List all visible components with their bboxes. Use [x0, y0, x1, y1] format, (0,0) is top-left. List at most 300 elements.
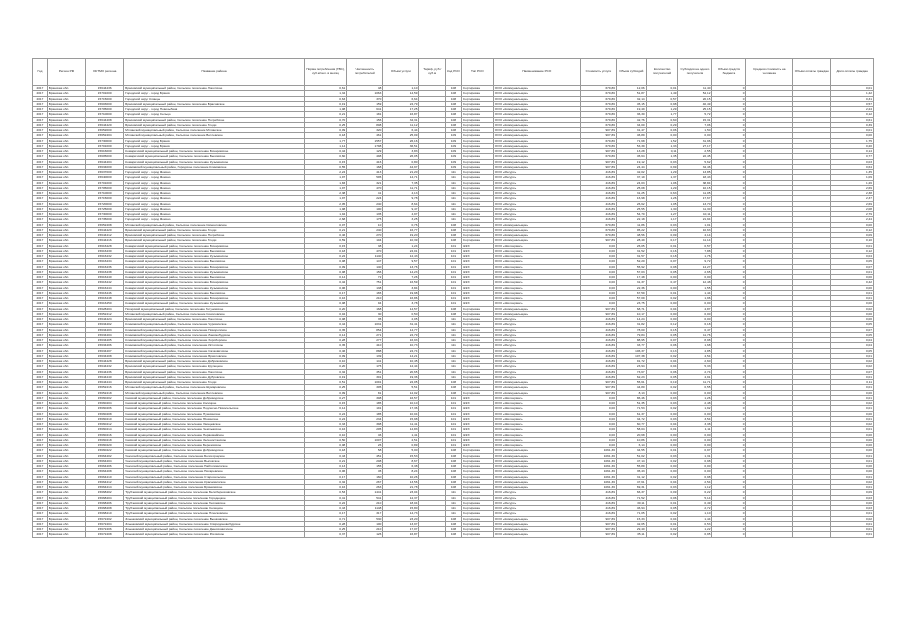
table-cell: 0,00	[646, 311, 678, 316]
table-cell: 54,70	[616, 212, 646, 217]
table-cell: 2017	[33, 306, 48, 311]
table-cell: 15660408	[86, 411, 124, 416]
table-cell: 91,72	[616, 359, 646, 364]
table-cell: 2017	[33, 233, 48, 238]
table-cell: Унечский муниципальный район, Сельское поселение Найтоповичское	[124, 464, 305, 469]
table-cell: 0,32	[304, 369, 346, 374]
table-cell: 0,08	[304, 443, 346, 448]
table-cell: 58	[347, 448, 383, 453]
table-cell: ЖКХ	[461, 275, 493, 280]
table-cell: 0,09	[831, 233, 874, 238]
table-cell: 13,76	[383, 264, 419, 269]
table-cell: 17,67	[678, 196, 712, 201]
table-cell: 15644432	[86, 364, 124, 369]
table-cell: 0	[712, 443, 746, 448]
table-cell: 1061,36	[580, 479, 616, 484]
table-cell: 0,00	[580, 248, 616, 253]
table-cell: 30,11	[616, 500, 646, 505]
table-cell: 0,00	[678, 469, 712, 474]
table-cell: 0,01	[646, 243, 678, 248]
table-cell: ЖКХ	[461, 432, 493, 437]
table-cell: 0,46	[304, 233, 346, 238]
table-cell: 0,53	[678, 521, 712, 526]
table-cell: 0,01	[646, 86, 678, 91]
table-cell: Брянская обл.	[47, 306, 85, 311]
table-cell: 679,86	[580, 101, 616, 106]
table-cell: 1,22	[678, 527, 712, 532]
table-cell: Брасовский муниципальный район, Сельское поселение Глоди	[124, 238, 305, 243]
table-cell: 0,00	[678, 443, 712, 448]
table-cell: 0	[712, 495, 746, 500]
table-cell: 111	[446, 217, 462, 222]
table-cell: Мглинский муниципальный район, Сельское поселение Мглинское	[124, 128, 305, 133]
table-cell: Сортировка	[461, 217, 493, 222]
table-cell: 907,89	[580, 527, 616, 532]
table-cell: 0,00	[678, 317, 712, 322]
table-cell: 0	[712, 159, 746, 164]
table-cell: 111	[446, 495, 462, 500]
table-cell: 0,70	[304, 117, 346, 122]
table-cell: 42,05	[616, 521, 646, 526]
table-cell: ЖКХ	[461, 443, 493, 448]
table-cell: Сортировка	[461, 164, 493, 169]
table-cell: 35	[347, 317, 383, 322]
table-cell: 109	[446, 133, 462, 138]
table-cell: 0,08	[304, 317, 346, 322]
table-cell: 2017	[33, 117, 48, 122]
table-cell: 10,11	[678, 212, 712, 217]
table-cell: 101	[446, 301, 462, 306]
table-cell: 1798	[347, 143, 383, 148]
table-cell: 416,89	[580, 353, 616, 358]
table-cell: 0,01	[646, 500, 678, 505]
table-cell: 1061,36	[580, 453, 616, 458]
table-cell: 9,78	[383, 196, 419, 201]
table-cell: 1,10	[678, 511, 712, 516]
table-cell: 15652408	[86, 222, 124, 227]
table-cell: 308	[347, 395, 383, 400]
table-cell: 0,02	[831, 401, 874, 406]
table-cell: 0,03	[646, 395, 678, 400]
table-cell: 15701000	[86, 91, 124, 96]
table-cell: 8,13	[616, 390, 646, 395]
table-cell: ООО «Жилсервис»	[493, 416, 580, 421]
table-cell: 0,11	[831, 380, 874, 385]
table-cell: Брянская обл.	[47, 532, 85, 537]
table-cell: ООО «Коммунальщик»	[493, 159, 580, 164]
table-cell: ЖКХ	[461, 401, 493, 406]
table-cell: 2017	[33, 317, 48, 322]
table-cell: 126	[347, 532, 383, 537]
table-cell: 0,18	[304, 248, 346, 253]
table-cell: 451	[347, 453, 383, 458]
table-cell: Сортировка	[461, 516, 493, 521]
table-cell: ООО «Коммунальщик»	[493, 164, 580, 169]
table-cell: 2017	[33, 180, 48, 185]
table-cell: 0	[712, 322, 746, 327]
table-cell: 45,64	[616, 154, 646, 159]
table-cell: 21,94	[678, 217, 712, 222]
table-cell: ООО «Коммунальщик»	[493, 107, 580, 112]
table-cell: 0,00	[580, 422, 616, 427]
table-cell	[793, 532, 831, 537]
table-cell: 5,51	[383, 385, 419, 390]
table-cell: Комаричский муниципальный район, Сельское поселение Бочаровское	[124, 296, 305, 301]
table-cell: 111	[446, 506, 462, 511]
table-cell: 36,51	[383, 143, 419, 148]
table-cell: 111	[446, 332, 462, 337]
table-cell: 78,00	[616, 327, 646, 332]
table-cell: 101	[446, 254, 462, 259]
table-cell: 111	[446, 327, 462, 332]
table-cell: 0,00	[580, 280, 616, 285]
table-cell: Севский муниципальный район, Сельское поселение Доброводское	[124, 395, 305, 400]
table-cell: 2017	[33, 296, 48, 301]
table-cell: 0,08	[304, 259, 346, 264]
table-cell: 2017	[33, 311, 48, 316]
table-cell: 416,89	[580, 327, 616, 332]
table-cell: 0,02	[646, 474, 678, 479]
table-cell: 0	[712, 374, 746, 379]
table-cell: Брянская обл.	[47, 343, 85, 348]
table-cell: 679,86	[580, 96, 616, 101]
table-cell: 108	[446, 485, 462, 490]
table-cell: 1,77	[646, 112, 678, 117]
table-cell: Брянская обл.	[47, 506, 85, 511]
table-cell: 808	[347, 122, 383, 127]
table-cell: 129	[347, 149, 383, 154]
table-cell: Брянская обл.	[47, 212, 85, 217]
table-cell: 0,07	[646, 259, 678, 264]
table-cell: Мглинский муниципальный район, Сельское поселение Симонтовское	[124, 222, 305, 227]
table-cell: Брянская обл.	[47, 143, 85, 148]
table-cell: Брянская обл.	[47, 269, 85, 274]
table-cell: Севский муниципальный район, Сельское поселение Юшинское	[124, 416, 305, 421]
table-cell: 0,98	[678, 474, 712, 479]
table-cell: ООО «Коммунальщик»	[493, 154, 580, 159]
table-cell: 0	[712, 390, 746, 395]
table-cell: 0,03	[646, 222, 678, 227]
table-cell: 0,00	[580, 443, 616, 448]
table-cell: 16,59	[383, 280, 419, 285]
table-cell: Брасовский муниципальный район, Сельское поселение Погребское	[124, 117, 305, 122]
table-cell: 210	[347, 500, 383, 505]
table-cell: 0,01	[831, 453, 874, 458]
table-cell: 1,35	[646, 154, 678, 159]
table-cell: 15644420	[86, 122, 124, 127]
table-cell: 1,29	[646, 185, 678, 190]
table-cell: 2017	[33, 364, 48, 369]
table-cell: 2,79	[831, 212, 874, 217]
table-cell: 15652000	[86, 128, 124, 133]
table-cell: 15634405	[86, 338, 124, 343]
table-cell: ООО «Коммунальщик»	[493, 138, 580, 143]
table-cell: 0,00	[646, 437, 678, 442]
table-cell: 888	[347, 348, 383, 353]
table-cell: 0,19	[304, 101, 346, 106]
table-cell: 0,20	[831, 143, 874, 148]
table-cell: 2017	[33, 437, 48, 442]
table-cell: Трубчевский муниципальный район, Сельское поселение Гнилевское	[124, 500, 305, 505]
table-cell: Брянская обл.	[47, 479, 85, 484]
table-cell: 0,35	[304, 343, 346, 348]
table-cell: 15605000	[86, 154, 124, 159]
table-cell: 0,29	[646, 122, 678, 127]
table-cell: 3,54	[678, 416, 712, 421]
table-cell: 34,00	[616, 122, 646, 127]
table-cell: 0,02	[646, 511, 678, 516]
table-cell: 907,89	[580, 128, 616, 133]
table-cell: Сортировка	[461, 521, 493, 526]
table-cell: 0,00	[831, 275, 874, 280]
table-cell: 0,00	[831, 411, 874, 416]
table-cell: 67,59	[616, 290, 646, 295]
table-cell: 0,02	[831, 479, 874, 484]
table-cell: 2,48	[678, 401, 712, 406]
table-cell: 0,00	[831, 317, 874, 322]
table-cell: 530	[347, 516, 383, 521]
table-cell: 0,17	[304, 290, 346, 295]
table-cell: Брянская обл.	[47, 280, 85, 285]
table-cell: 2,44	[831, 217, 874, 222]
table-cell: Комаричский муниципальный район, Сельское поселение Бочаровское	[124, 264, 305, 269]
table-cell: ЖКХ	[461, 422, 493, 427]
table-cell: 15,80	[383, 506, 419, 511]
table-cell: 2017	[33, 385, 48, 390]
table-cell: 185	[347, 411, 383, 416]
table-cell: 461	[347, 133, 383, 138]
table-cell: 16,87	[383, 112, 419, 117]
table-cell: 907,89	[580, 306, 616, 311]
table-cell: Сортировка	[461, 180, 493, 185]
table-cell: 141	[347, 359, 383, 364]
table-cell: ООО «Коммунальщик»	[493, 143, 580, 148]
table-cell: Брянская обл.	[47, 180, 85, 185]
table-cell: 24,79	[383, 101, 419, 106]
table-cell: 108	[446, 532, 462, 537]
table-cell: 2017	[33, 254, 48, 259]
table-cell: ООО «Жилсервис»	[493, 437, 580, 442]
table-cell: 34,31	[383, 117, 419, 122]
table-cell: 34,46	[678, 164, 712, 169]
table-cell: ООО «Жилсервис»	[493, 285, 580, 290]
table-cell: ООО «Ресурс»	[493, 175, 580, 180]
table-cell: 0,00	[580, 296, 616, 301]
table-cell: Сортировка	[461, 511, 493, 516]
table-cell: Сортировка	[461, 317, 493, 322]
table-cell: 0,20	[304, 364, 346, 369]
table-cell: 1,49	[646, 91, 678, 96]
table-cell: 0,01	[831, 395, 874, 400]
table-cell: 0	[712, 212, 746, 217]
table-cell: 0,15	[646, 327, 678, 332]
table-cell: 71,05	[616, 511, 646, 516]
table-cell: 0,12	[646, 322, 678, 327]
table-cell: 1,05	[646, 201, 678, 206]
table-cell: 0,05	[646, 374, 678, 379]
table-cell: 1,06	[646, 180, 678, 185]
table-cell: 44,80	[616, 385, 646, 390]
table-cell: 320	[347, 128, 383, 133]
table-cell: 0	[712, 107, 746, 112]
table-cell: 7,06	[678, 122, 712, 127]
table-cell: Комаричский муниципальный район, Сельское поселение Бочаровское	[124, 280, 305, 285]
table-cell: Сортировка	[461, 227, 493, 232]
table-cell: 108	[446, 238, 462, 243]
table-cell: ООО «Жилсервис»	[493, 432, 580, 437]
table-cell: 16,57	[383, 395, 419, 400]
table-cell: 2017	[33, 264, 48, 269]
table-cell: 108	[446, 112, 462, 117]
table-cell: 0,05	[831, 322, 874, 327]
column-header: Стоимость услуги	[580, 59, 616, 86]
table-cell: 0,24	[304, 411, 346, 416]
table-cell: Комаричский муниципальный район, Сельское поселение Кузьминское	[124, 254, 305, 259]
table-cell: 101	[446, 243, 462, 248]
table-cell: 7,35	[383, 180, 419, 185]
table-cell: 51,35	[616, 401, 646, 406]
table-cell: 2017	[33, 479, 48, 484]
table-cell: ООО «Коммунальщик»	[493, 527, 580, 532]
table-cell: 3,38	[678, 422, 712, 427]
table-cell: 0,46	[304, 348, 346, 353]
table-cell: 36,30	[616, 112, 646, 117]
table-cell: 11,12	[383, 122, 419, 127]
table-cell: 907,89	[580, 390, 616, 395]
table-cell: 109	[446, 143, 462, 148]
table-cell: 0,01	[831, 128, 874, 133]
table-cell: 0,59	[304, 238, 346, 243]
table-cell: 100	[347, 206, 383, 211]
table-cell: 1061,36	[580, 485, 616, 490]
table-cell: 37,19	[616, 175, 646, 180]
table-cell: 0,01	[646, 290, 678, 295]
table-cell: 71,52	[616, 495, 646, 500]
table-cell: Брасовский муниципальный район, Сельское поселение Добриковское	[124, 359, 305, 364]
table-cell: 15616444	[86, 285, 124, 290]
table-cell: 0,35	[304, 327, 346, 332]
table-cell: Сортировка	[461, 101, 493, 106]
table-cell: Брянская обл.	[47, 206, 85, 211]
table-cell: 0	[712, 464, 746, 469]
table-cell: 2017	[33, 212, 48, 217]
table-cell: 15701000	[86, 143, 124, 148]
table-cell: 498	[347, 154, 383, 159]
table-cell: 907,89	[580, 238, 616, 243]
table-cell: 10,15	[678, 185, 712, 190]
table-cell: 0,28	[304, 521, 346, 526]
table-cell: 0,00	[580, 254, 616, 259]
table-cell: 5,33	[678, 364, 712, 369]
table-cell: 15644416	[86, 238, 124, 243]
table-cell: 15715000	[86, 96, 124, 101]
table-cell: 57,09	[616, 296, 646, 301]
table-cell: 111	[446, 317, 462, 322]
table-cell: 0,09	[304, 264, 346, 269]
table-cell: 19,98	[383, 290, 419, 295]
table-cell: 0	[712, 138, 746, 143]
table-cell: 51,02	[616, 453, 646, 458]
table-cell: Климовский муниципальный район, Городское поселение Климовское	[124, 164, 305, 169]
table-cell: Сортировка	[461, 532, 493, 537]
table-cell: 2017	[33, 422, 48, 427]
table-cell: 1,14	[304, 143, 346, 148]
table-cell: 0,49	[678, 500, 712, 505]
table-cell: 15,98	[383, 416, 419, 421]
table-cell: Брянская обл.	[47, 385, 85, 390]
table-cell: 19,20	[383, 233, 419, 238]
table-cell: 210	[347, 296, 383, 301]
table-cell: 2017	[33, 380, 48, 385]
table-cell: 108	[446, 222, 462, 227]
table-cell: ООО «Коммунальщик»	[493, 485, 580, 490]
table-cell: Городской округ - город Сельцо	[124, 112, 305, 117]
table-cell: 2,08	[831, 206, 874, 211]
table-cell: ООО «Ресурс»	[493, 511, 580, 516]
table-cell: 1,26	[831, 180, 874, 185]
table-cell: Брянская обл.	[47, 380, 85, 385]
table-cell: ООО «Коммунальщик»	[493, 86, 580, 91]
table-cell: 907,89	[580, 385, 616, 390]
table-cell: 0,60	[304, 154, 346, 159]
table-cell: Брянская обл.	[47, 164, 85, 169]
table-cell: 10,73	[383, 343, 419, 348]
table-cell: 15664404	[86, 458, 124, 463]
table-cell: 0,71	[304, 516, 346, 521]
table-cell: Климовский муниципальный район, Сельское поселение Новоропское	[124, 327, 305, 332]
table-cell: 48	[347, 86, 383, 91]
table-cell: 13,85	[678, 170, 712, 175]
table-cell: Сортировка	[461, 343, 493, 348]
table-cell: 2,65	[678, 269, 712, 274]
table-cell: 15730000	[86, 212, 124, 217]
table-cell: 4,14	[678, 233, 712, 238]
table-cell: ООО «Жилсервис»	[493, 248, 580, 253]
table-cell: Брасовский муниципальный район, Сельское поселение Глоди	[124, 380, 305, 385]
table-cell: 108	[446, 96, 462, 101]
table-cell: ООО «Коммунальщик»	[493, 238, 580, 243]
table-cell: ООО «Ресурс»	[493, 338, 580, 343]
table-cell: 11,30	[678, 206, 712, 211]
table-cell: 2,51	[383, 437, 419, 442]
table-cell: 15730000	[86, 138, 124, 143]
table-cell: 2,54	[678, 479, 712, 484]
table-cell: 53,39	[616, 143, 646, 148]
table-cell: 0,00	[678, 390, 712, 395]
table-cell: 1,97	[304, 196, 346, 201]
table-cell: 0,00	[646, 469, 678, 474]
table-cell: 7,88	[678, 248, 712, 253]
table-cell: Погарский муниципальный район, Сельское поселение Гетуновское	[124, 306, 305, 311]
table-cell: 2017	[33, 122, 48, 127]
table-cell: 9,47	[383, 206, 419, 211]
table-cell: 0	[712, 500, 746, 505]
table-cell: 0,00	[831, 311, 874, 316]
table-cell: 15628404	[86, 306, 124, 311]
table-cell: 0	[712, 511, 746, 516]
table-cell: Комаричский муниципальный район, Сельское поселение Быховское	[124, 248, 305, 253]
table-cell: 111	[446, 212, 462, 217]
table-cell: Злынковский муниципальный район, Сельское поселение Вышковское	[124, 516, 305, 521]
table-cell: 0,12	[831, 248, 874, 253]
table-cell: 416,89	[580, 511, 616, 516]
table-cell: ООО «Коммунальщик»	[493, 222, 580, 227]
table-cell: 0,57	[831, 101, 874, 106]
table-cell: 38	[347, 243, 383, 248]
table-cell: 0,00	[580, 427, 616, 432]
table-cell: ООО «Ресурс»	[493, 201, 580, 206]
table-cell: 907,89	[580, 159, 616, 164]
